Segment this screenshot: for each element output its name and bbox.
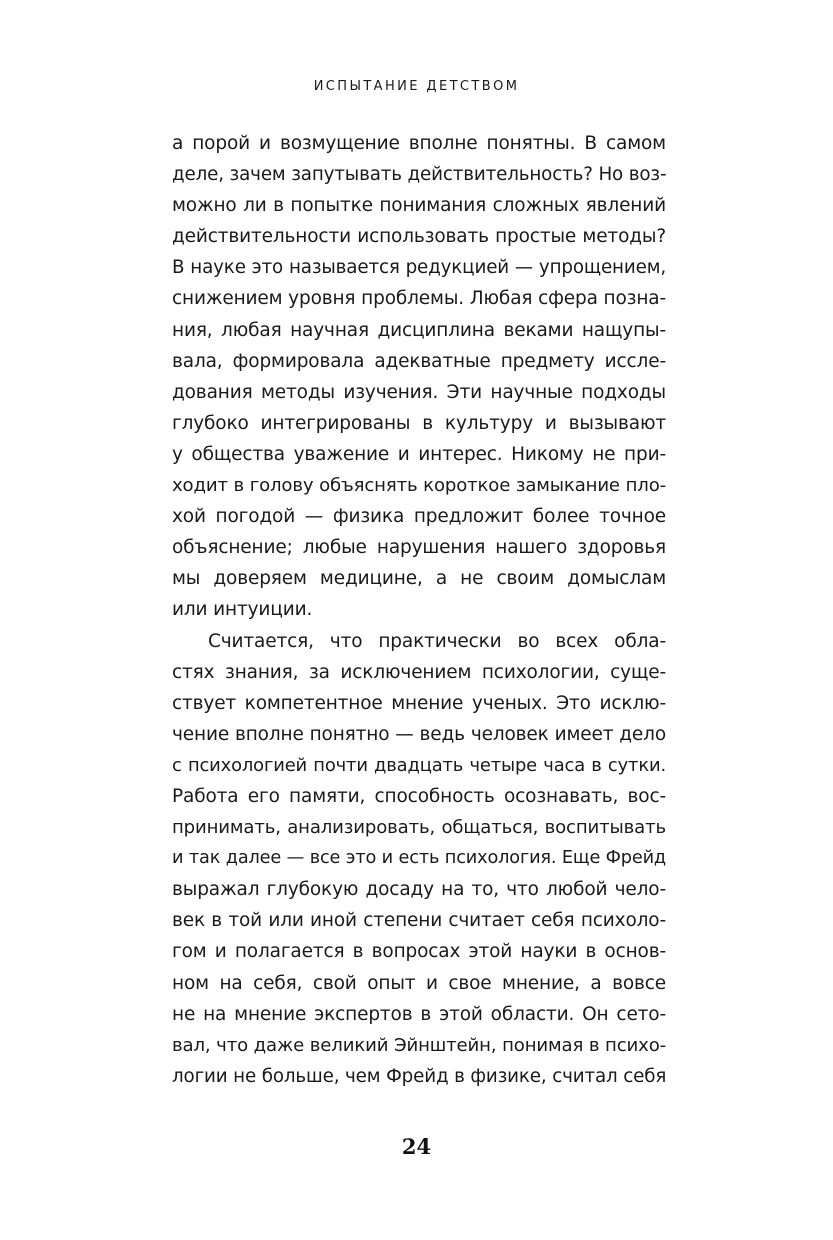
paragraph-1 bbox=[172, 128, 666, 626]
text-line: ном на себя, свой опыт и свое мнение, а вовсе bbox=[172, 972, 666, 994]
text-line: можно ли в попытке понимания сложных явлений bbox=[172, 195, 666, 217]
text-line: объяснение; любые нарушения нашего здоровья bbox=[172, 537, 666, 559]
text-line: или интуиции. bbox=[172, 599, 313, 621]
text-line: Считается, что практически во всех обла- bbox=[208, 630, 666, 652]
text-line: не на мнение экспертов в этой области. Он сето- bbox=[172, 1003, 666, 1025]
paragraph-2 bbox=[172, 626, 666, 1092]
text-line: принимать, анализировать, общаться, воспитывать bbox=[172, 817, 666, 839]
text-line: век в той или иной степени считает себя психоло- bbox=[172, 910, 666, 932]
text-line: стях знания, за исключением психологии, суще- bbox=[172, 661, 666, 683]
text-line: ствует компетентное мнение ученых. Это исклю- bbox=[172, 692, 666, 714]
text-line: Работа его памяти, способность осознавать, вос- bbox=[172, 785, 666, 807]
running-head: ИСПЫТАНИЕ ДЕТСТВОМ bbox=[313, 79, 520, 94]
text-line: ния, любая научная дисциплина веками нащупы- bbox=[172, 319, 666, 341]
text-line: с психологией почти двадцать четыре часа в сутки. bbox=[172, 754, 666, 776]
text-line: и так далее — все это и есть психология. Еще Фрейд bbox=[172, 848, 666, 869]
text-line: мы доверяем медицине, а не своим домыслам bbox=[172, 568, 666, 590]
text-line: чение вполне понятно — ведь человек имеет дело bbox=[172, 723, 666, 745]
text-line: логии не больше, чем Фрейд в физике, считал себя bbox=[172, 1065, 667, 1087]
text-line: деле, зачем запутывать действительность? Но воз- bbox=[172, 164, 667, 186]
text-line: действительности использовать простые методы? bbox=[172, 226, 666, 248]
text-line: а порой и возмущение вполне понятны. В самом bbox=[172, 133, 666, 154]
text-line: дования методы изучения. Эти научные подходы bbox=[172, 381, 666, 403]
text-line: вала, формировала адекватные предмету иссле- bbox=[172, 350, 666, 372]
text-line: у общества уважение и интерес. Никому не при- bbox=[172, 443, 666, 465]
text-line: снижением уровня проблемы. Любая сфера позна- bbox=[172, 288, 666, 310]
text-line: В науке это называется редукцией — упрощением, bbox=[172, 257, 666, 279]
text-line: глубоко интегрированы в культуру и вызывают bbox=[172, 412, 666, 434]
body-text bbox=[172, 128, 666, 1092]
text-line: выражал глубокую досаду на то, что любой чело- bbox=[172, 879, 666, 901]
text-line: вал, что даже великий Эйнштейн, понимая в психо- bbox=[172, 1034, 666, 1056]
text-line: хой погодой — физика предложит более точное bbox=[172, 506, 666, 528]
text-line: гом и полагается в вопросах этой науки в основ- bbox=[172, 941, 666, 963]
text-line: ходит в голову объяснять короткое замыкание пло- bbox=[172, 475, 666, 497]
page-number: 24 bbox=[401, 1134, 432, 1159]
